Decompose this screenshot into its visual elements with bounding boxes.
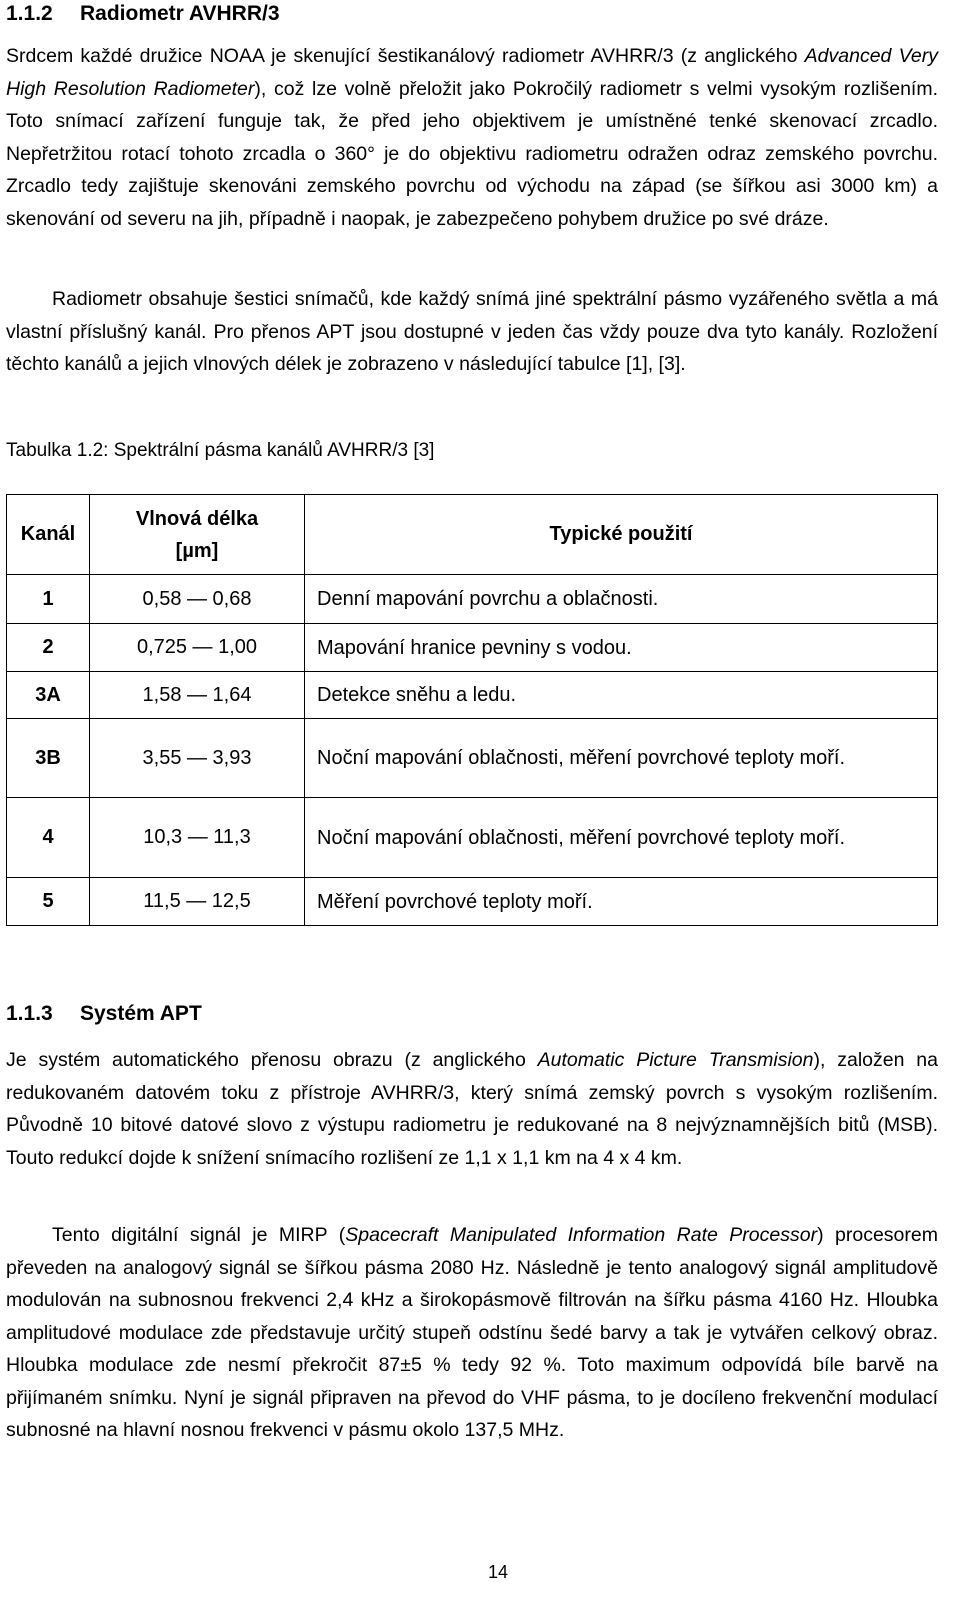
section-title: Systém APT — [80, 1002, 202, 1025]
table-row — [7, 672, 938, 719]
header-channel: Kanál — [7, 495, 90, 575]
cell-range: 11,5 — 12,5 — [90, 878, 305, 926]
spectral-bands-table — [6, 494, 938, 926]
cell-range: 0,725 — 1,00 — [90, 624, 305, 672]
section-number: 1.1.3 — [6, 1002, 53, 1025]
header-usage: Typické použití — [305, 495, 938, 575]
section-number: 1.1.2 — [6, 2, 53, 25]
cell-range: 3,55 — 3,93 — [90, 719, 305, 798]
cell-usage: Detekce sněhu a ledu. — [305, 672, 938, 719]
table-row — [7, 575, 938, 624]
emphasis-term: Spacecraft Manipulated Information Rate Processor — [345, 1224, 818, 1246]
section-title: Radiometr AVHRR/3 — [80, 2, 280, 25]
emphasis-term: Advanced Very High Resolution Radiometer — [6, 45, 938, 100]
paragraph-apt-signal: Tento digitální signál je MIRP (Spacecraft Manipulated Information Rate Processor) procesorem převeden na analogový signál se šířkou pásma 2080 Hz. Následně je tento analogový signál amplitudově modulován na subnosnou frekvenci 2,4 kHz a širokopásmově filtrován na šířku pásma 4160 Hz. Hloubka amplitudové modulace zde představuje určitý stupeň odstínu šedé barvy a tak je vytvářen celkový obraz. Hloubka modulace zde nesmí překročit 87±5 % tedy 92 %. Toto maximum odpovídá bíle barvě na přijímaném snímku. Nyní je signál připraven na převod do VHF pásma, to je docíleno frekvenční modulací subnosné na hlavní nosnou frekvenci v pásmu okolo 137,5 MHz. — [6, 1224, 938, 1441]
cell-channel: 2 — [7, 624, 90, 672]
cell-usage: Noční mapování oblačnosti, měření povrchové teploty moří. — [305, 719, 938, 798]
cell-usage: Mapování hranice pevniny s vodou. — [305, 624, 938, 672]
page-number: 14 — [487, 1562, 509, 1582]
table-row — [7, 719, 938, 798]
cell-range: 1,58 — 1,64 — [90, 672, 305, 719]
cell-channel: 4 — [7, 798, 90, 878]
cell-usage: Denní mapování povrchu a oblačnosti. — [305, 575, 938, 624]
section-heading-apt — [6, 1000, 202, 1028]
cell-channel: 3A — [7, 672, 90, 719]
cell-channel: 1 — [7, 575, 90, 624]
table-row — [7, 798, 938, 878]
cell-usage: Noční mapování oblačnosti, měření povrchové teploty moří. — [305, 798, 938, 878]
cell-usage: Měření povrchové teploty moří. — [305, 878, 938, 926]
cell-range: 10,3 — 11,3 — [90, 798, 305, 878]
paragraph-apt-intro: Je systém automatického přenosu obrazu (z anglického Automatic Picture Transmision), založen na redukovaném datovém toku z přístroje AVHRR/3, který snímá zemský povrch s vysokým rozlišením. Původně 10 bitové datové slovo z výstupu radiometru je redukované na 8 nejvýznamnějších bitů (MSB). Touto redukcí dojde k snížení snímacího rozlišení ze 1,1 x 1,1 km na 4 x 4 km. — [6, 1049, 938, 1169]
table-header-row — [7, 495, 938, 575]
emphasis-term: Automatic Picture Transmision — [537, 1049, 814, 1071]
section-heading-avhrr — [6, 0, 280, 28]
header-wavelength: Vlnová délka [µm] — [90, 495, 305, 575]
table-caption: Tabulka 1.2: Spektrální pásma kanálů AVHRR/3 [3] — [6, 440, 435, 461]
cell-range: 0,58 — 0,68 — [90, 575, 305, 624]
cell-channel: 3B — [7, 719, 90, 798]
table-row — [7, 878, 938, 926]
paragraph-avhrr-intro: Srdcem každé družice NOAA je skenující šestikanálový radiometr AVHRR/3 (z anglického Advanced Very High Resolution Radiometer), což lze volně přeložit jako Pokročilý radiometr s velmi vysokým rozlišením. Toto snímací zařízení funguje tak, že před jeho objektivem je umístněné tenké skenovací zrcadlo. Nepřetržitou rotací tohoto zrcadla o 360° je do objektivu radiometru odražen odraz zemského povrchu. Zrcadlo tedy zajištuje skenováni zemského povrchu od východu na západ (se šířkou asi 3000 km) a skenování od severu na jih, případně i naopak, je zabezpečeno pohybem družice po své dráze. — [6, 45, 939, 230]
table-row — [7, 624, 938, 672]
cell-channel: 5 — [7, 878, 90, 926]
paragraph-channels: Radiometr obsahuje šestici snímačů, kde každý snímá jiné spektrální pásmo vyzářeného světla a má vlastní příslušný kanál. Pro přenos APT jsou dostupné v jeden čas vždy pouze dva tyto kanály. Rozložení těchto kanálů a jejich vlnových délek je zobrazeno v následující tabulce [1], [3]. — [6, 288, 938, 375]
